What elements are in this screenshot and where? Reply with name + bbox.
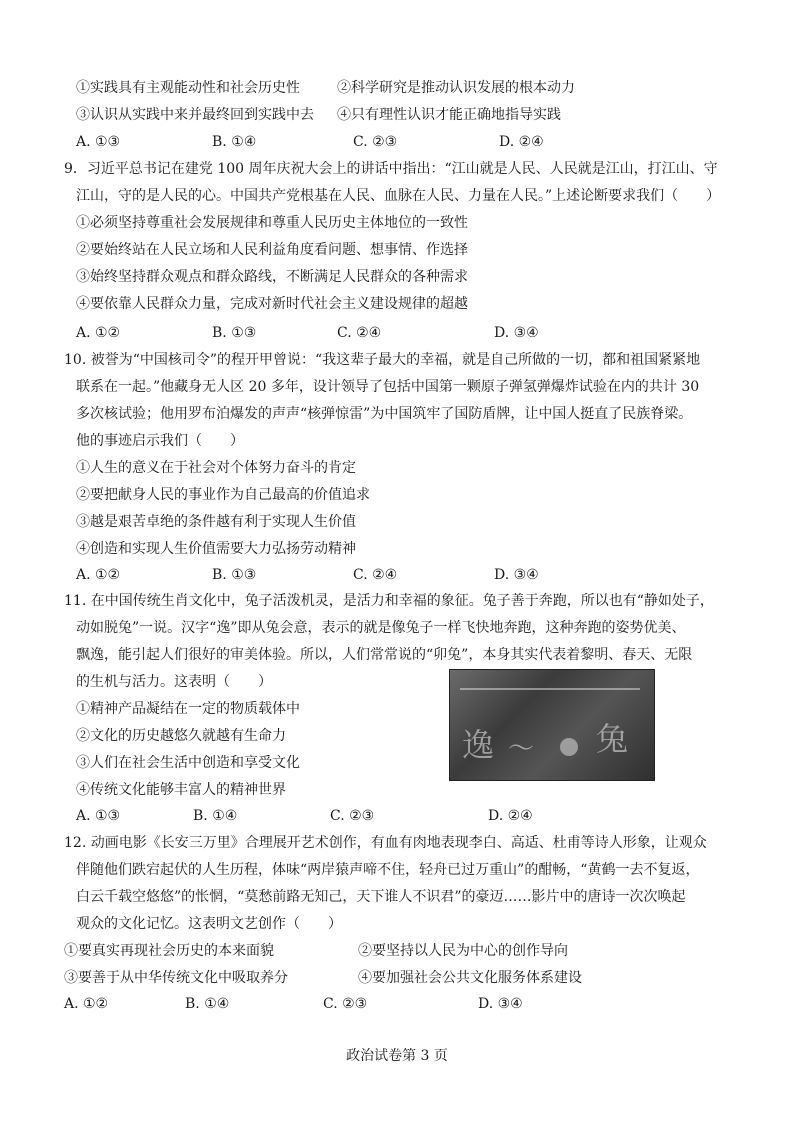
- q12-stem-line-3: 白云千载空悠悠”的怅惘，“莫愁前路无知己，天下谁人不识君”的豪迈……影片中的唐诗一次次唤起: [76, 889, 686, 905]
- q9-choice-b: B. ①③: [212, 325, 257, 341]
- q9-choice-c: C. ②④: [337, 325, 382, 341]
- statement-1: ①实践具有主观能动性和社会历史性: [76, 80, 300, 96]
- statement-2: ②科学研究是推动认识发展的根本动力: [337, 80, 575, 96]
- q11-statement-4: ④传统文化能够丰富人的精神世界: [76, 782, 286, 798]
- q9-statement-2: ②要始终站在人民立场和人民利益角度看问题、想事情、作选择: [76, 242, 468, 258]
- page-footer: 政治试卷第 3 页: [346, 1048, 448, 1064]
- q11-choice-a: A. ①③: [76, 808, 121, 824]
- q12-choice-c: C. ②③: [323, 996, 368, 1012]
- q11-stem-line-3: 飘逸，能引起人们很好的审美体验。所以，人们常常说的“卯兔”，本身其实代表着黎明、春天、无限: [76, 647, 693, 663]
- q9-statement-3: ③始终坚持群众观点和群众路线，不断满足人民群众的各种需求: [76, 269, 468, 285]
- q11-choice-c: C. ②③: [330, 808, 375, 824]
- q12-stem-line-2: 伴随他们跌宕起伏的人生历程，体味“两岸猿声啼不住，轻舟已过万重山”的酣畅，“黄鹤一去不复返，: [76, 862, 700, 878]
- q10-choice-d: D. ③④: [494, 567, 539, 583]
- q10-stem-line-4: 他的事迹启示我们（ ）: [76, 433, 244, 449]
- q9-statement-4: ④要依靠人民群众力量，完成对新时代社会主义建设规律的超越: [76, 296, 468, 312]
- choice-c: C. ②③: [353, 134, 398, 150]
- statement-4: ④只有理性认识才能正确地指导实践: [337, 107, 561, 123]
- q10-choice-b: B. ①③: [212, 567, 257, 583]
- q11-stem-line-1: 11. 在中国传统生肖文化中，兔子活泼机灵，是活力和幸福的象征。兔子善于奔跑，所以也有“静如处子，: [64, 593, 714, 609]
- choice-a: A. ①③: [76, 134, 121, 150]
- q10-choice-a: A. ①②: [76, 567, 121, 583]
- q11-stem-line-2: 动如脱兔”一说。汉字“逸”即从兔会意，表示的就是像兔子一样飞快地奔跑，这种奔跑的姿势优美、: [76, 620, 686, 636]
- q12-statement-4: ④要加强社会公共文化服务体系建设: [358, 970, 582, 986]
- q9-choice-a: A. ①②: [76, 325, 121, 341]
- q12-choice-b: B. ①④: [185, 996, 230, 1012]
- choice-b: B. ①④: [212, 134, 257, 150]
- statement-3: ③认识从实践中来并最终回到实践中去: [76, 107, 314, 123]
- q12-choice-d: D. ③④: [478, 996, 523, 1012]
- q12-statement-1: ①要真实再现社会历史的本来面貌: [64, 943, 274, 959]
- q11-statement-1: ①精神产品凝结在一定的物质载体中: [76, 701, 300, 717]
- q9-choice-d: D. ③④: [494, 325, 539, 341]
- q10-stem-line-1: 10. 被誉为“中国核司令”的程开甲曾说：“我这辈子最大的幸福，就是自己所做的一切，都和祖国紧紧地: [64, 352, 701, 368]
- q10-statement-4: ④创造和实现人生价值需要大力弘扬劳动精神: [76, 541, 356, 557]
- q9-stem-line-1: 9．习近平总书记在建党 100 周年庆祝大会上的讲话中指出：“江山就是人民、人民就是江山，打江山、守: [64, 161, 718, 177]
- q11-choice-d: D. ②④: [488, 808, 533, 824]
- q12-statement-3: ③要善于从中华传统文化中吸取养分: [64, 970, 288, 986]
- calligraphy-image: 逸 ～ 兔: [449, 669, 655, 781]
- q11-statement-2: ②文化的历史越悠久就越有生命力: [76, 728, 286, 744]
- q12-stem-line-4: 观众的文化记忆。这表明文艺创作（ ）: [76, 916, 342, 932]
- q9-statement-1: ①必须坚持尊重社会发展规律和尊重人民历史主体地位的一致性: [76, 215, 468, 231]
- q11-choice-b: B. ①④: [193, 808, 238, 824]
- q12-stem-line-1: 12. 动画电影《长安三万里》合理展开艺术创作，有血有肉地表现李白、高适、杜甫等诗人形象，让观众: [64, 835, 707, 851]
- q11-statement-3: ③人们在社会生活中创造和享受文化: [76, 755, 300, 771]
- q10-statement-1: ①人生的意义在于社会对个体努力奋斗的肯定: [76, 460, 356, 476]
- q12-statement-2: ②要坚持以人民为中心的创作导向: [358, 943, 568, 959]
- q10-stem-line-2: 联系在一起。”他藏身无人区 20 多年，设计领导了包括中国第一颗原子弹氢弹爆炸试验在内的共计 30: [76, 379, 700, 395]
- q10-choice-c: C. ②④: [353, 567, 398, 583]
- q12-choice-a: A. ①②: [64, 996, 109, 1012]
- q10-statement-3: ③越是艰苦卓绝的条件越有利于实现人生价值: [76, 514, 356, 530]
- q11-stem-line-4: 的生机与活力。这表明（ ）: [76, 674, 272, 690]
- choice-d: D. ②④: [499, 134, 544, 150]
- q10-statement-2: ②要把献身人民的事业作为自己最高的价值追求: [76, 487, 370, 503]
- q9-stem-line-2: 江山，守的是人民的心。中国共产党根基在人民、血脉在人民、力量在人民。”上述论断要求我们（ ）: [76, 188, 721, 204]
- q10-stem-line-3: 多次核试验；他用罗布泊爆发的声声“核弹惊雷”为中国筑牢了国防盾牌，让中国人挺直了民族脊梁。: [76, 406, 693, 422]
